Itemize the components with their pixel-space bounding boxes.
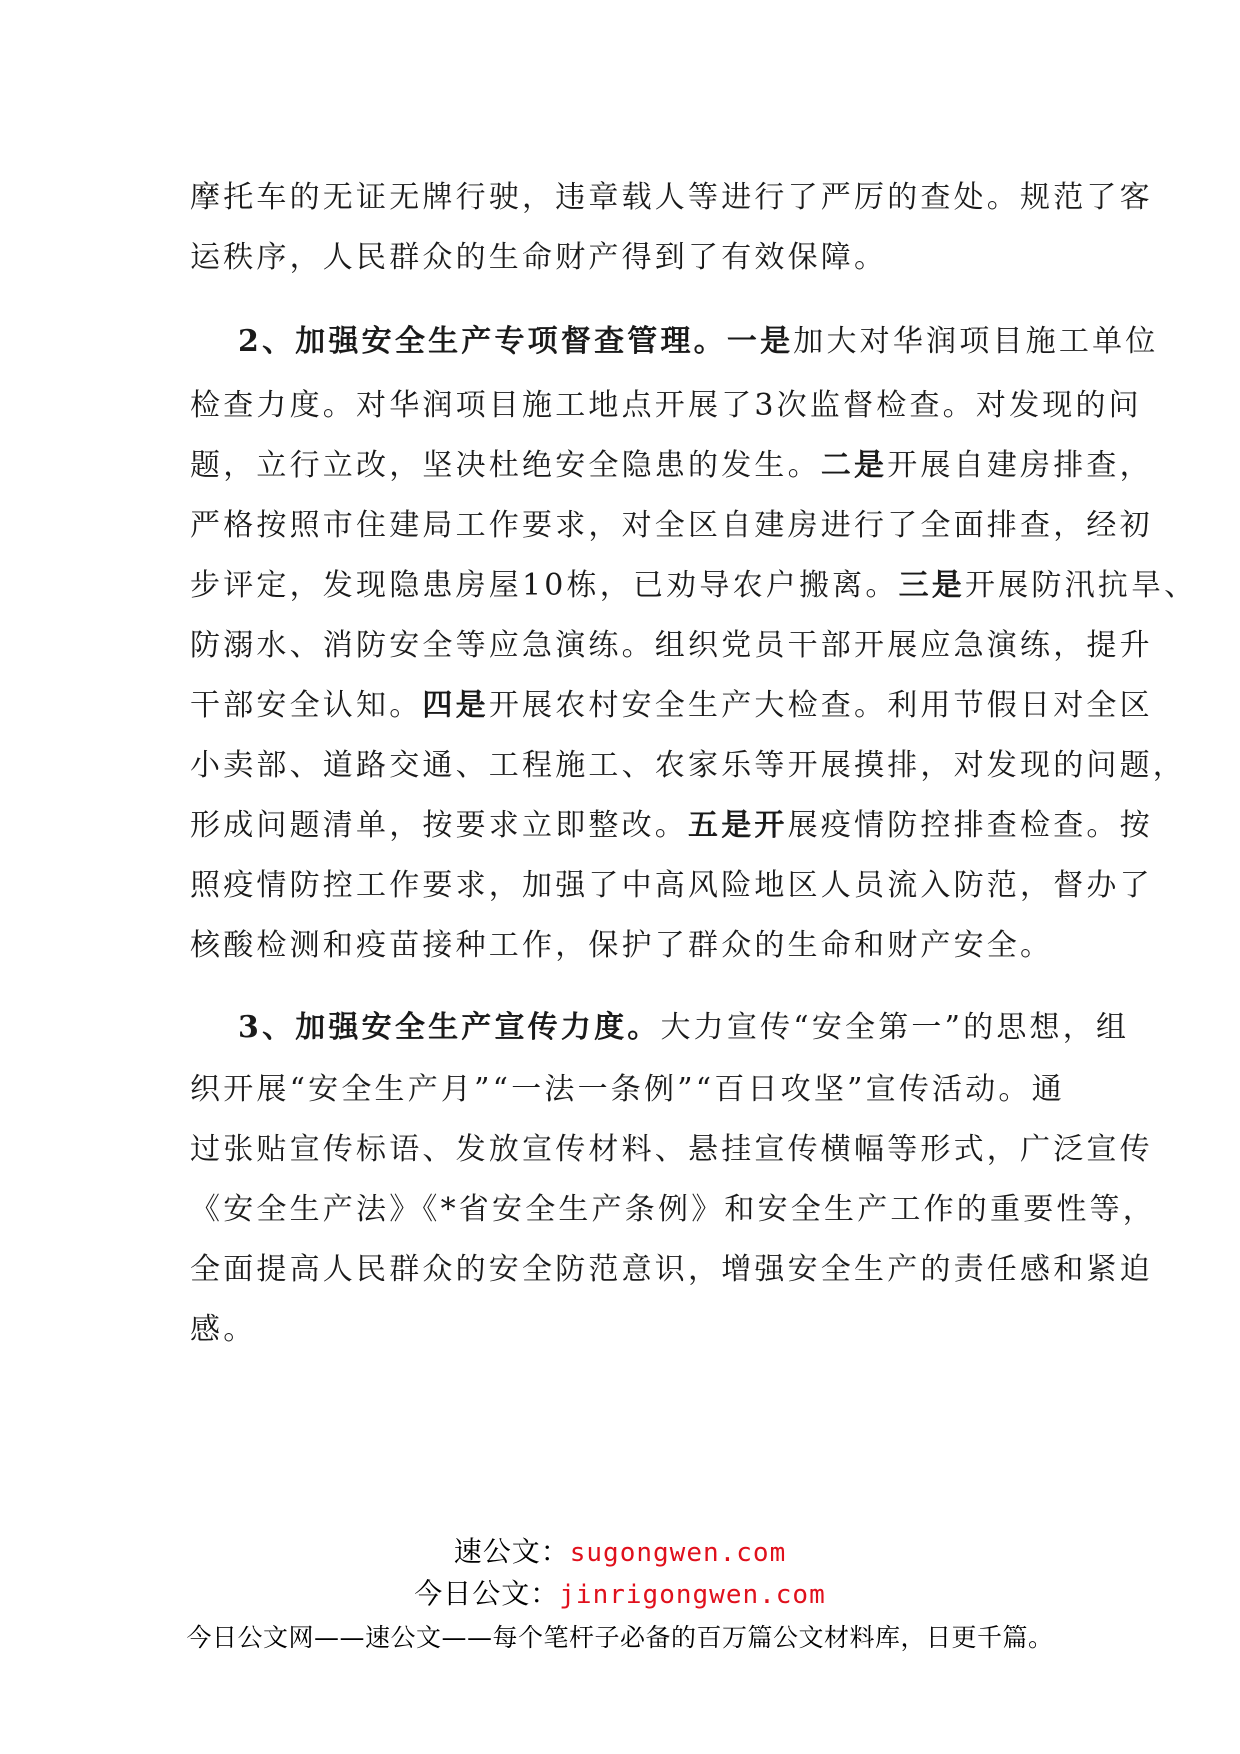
text-segment: 防溺水、消防安全等应急演练。组织党员干部开展应急演练，提升 (190, 628, 1153, 663)
paragraph-line (190, 626, 1153, 666)
text-segment: 摩托车的无证无牌行驶，违章载人等进行了严厉的查处。规范了客 (190, 180, 1153, 215)
paragraph-line (190, 1190, 1156, 1230)
paragraph-line (190, 1250, 1153, 1290)
paragraph-line (190, 386, 1142, 426)
text-segment: 核酸检测和疫苗接种工作，保护了群众的生命和财产安全。 (190, 928, 1054, 963)
text-segment: 题，立行立改，坚决杜绝安全隐患的发生。 (190, 448, 821, 483)
text-segment: 全面提高人民群众的安全防范意识，增强安全生产的责任感和紧迫 (190, 1252, 1153, 1287)
text-segment: 严格按照市住建局工作要求，对全区自建房进行了全面排查，经初 (190, 508, 1153, 543)
text-segment: 照疫情防控工作要求，加强了中高风险地区人员流入防范，督办了 (190, 868, 1153, 903)
bold-text-segment: 四是 (422, 688, 489, 723)
paragraph-line (190, 1130, 1153, 1170)
footer-line-sugongwen (0, 1530, 1240, 1570)
paragraph-line (190, 238, 887, 278)
bold-text-segment: 五是开 (688, 808, 788, 843)
text-segment: 展疫情防控排查检查。按 (787, 808, 1153, 843)
paragraph-line (190, 926, 1053, 966)
paragraph-line (190, 746, 1186, 786)
text-segment: 开展农村安全生产大检查。利用节假日对全区 (488, 688, 1153, 723)
bold-text-segment: 3、加强安全生产宣传力度。 (238, 1010, 661, 1045)
paragraph-line (190, 566, 1197, 606)
paragraph-line (190, 686, 1153, 726)
text-segment: 大力宣传“安全第一”的思想，组 (660, 1010, 1130, 1045)
text-segment: 干部安全认知。 (190, 688, 423, 723)
text-segment: 形成问题清单，按要求立即整改。 (190, 808, 688, 843)
footer-line-jinrigongwen (0, 1572, 1240, 1612)
text-segment: 运秩序，人民群众的生命财产得到了有效保障。 (190, 240, 888, 275)
bold-text-segment: 二是 (820, 448, 888, 483)
text-segment: 检查力度。对华润项目施工地点开展了3次监督检查。对发现的问 (190, 388, 1142, 423)
text-segment: 加大对华润项目施工单位 (793, 324, 1159, 359)
bold-text-segment: 2、加强安全生产专项督查管理。一是 (238, 324, 794, 359)
paragraph-line (238, 1008, 1129, 1048)
text-segment: 开展自建房排查， (887, 448, 1153, 483)
paragraph-line (238, 322, 1158, 362)
text-segment: 过张贴宣传标语、发放宣传材料、悬挂宣传横幅等形式，广泛宣传 (190, 1132, 1153, 1167)
paragraph-line (190, 1070, 1065, 1110)
paragraph-line (190, 1310, 256, 1350)
paragraph-line (190, 506, 1153, 546)
text-segment: 小卖部、道路交通、工程施工、农家乐等开展摸排，对发现的问题， (190, 748, 1186, 783)
footer-sugongwen-label: 速公文： (453, 1535, 570, 1568)
paragraph-line (190, 866, 1153, 906)
bold-text-segment: 三是 (898, 568, 965, 603)
text-segment: 步评定，发现隐患房屋10栋，已劝导农户搬离。 (190, 568, 899, 603)
paragraph-line (190, 178, 1153, 218)
text-segment: 开展防汛抗旱、 (964, 568, 1198, 603)
footer-tagline: 今日公文网——速公文——每个笔杆子必备的百万篇公文材料库，日更千篇。 (186, 1623, 1054, 1652)
text-segment: 感。 (190, 1312, 257, 1347)
text-segment: 织开展“安全生产月”“一法一条例”“百日攻坚”宣传活动。通 (190, 1072, 1065, 1107)
footer-sugongwen-link[interactable]: sugongwen.com (569, 1538, 787, 1568)
footer-jinrigongwen-link[interactable]: jinrigongwen.com (559, 1580, 826, 1610)
paragraph-line (190, 806, 1153, 846)
paragraph-line (190, 446, 1153, 486)
text-segment: 《安全生产法》《*省安全生产条例》和安全生产工作的重要性等， (190, 1192, 1156, 1227)
footer-jinrigongwen-label: 今日公文： (414, 1577, 560, 1610)
